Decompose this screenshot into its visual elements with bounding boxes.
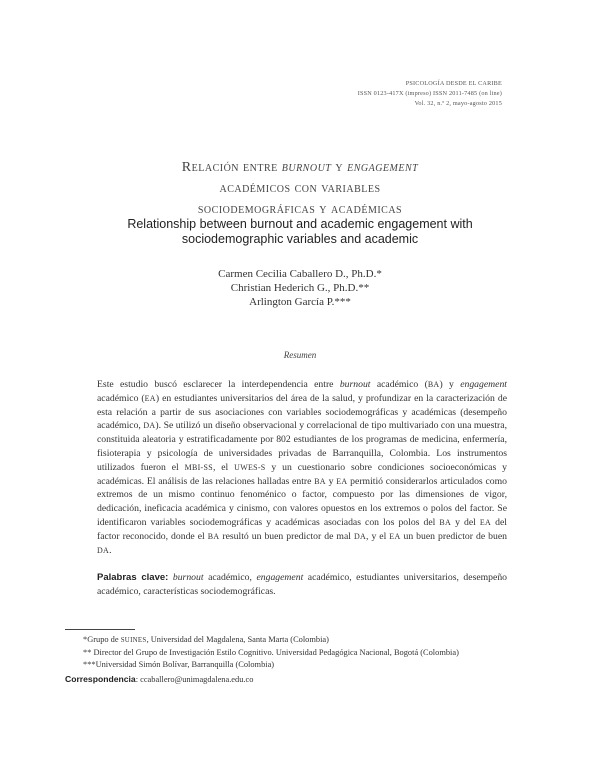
correspondence-email: : ccaballero@unimagdalena.edu.co [135,674,254,684]
keywords: Palabras clave: burnout académico, engagement académico, estudiantes universitarios, desempeño académico, características sociodemográficas. [97,572,508,597]
title-es-line3: sociodemográficas y académicas [197,202,403,217]
title-spanish [100,157,500,220]
keywords-label: Palabras clave: [97,572,169,583]
footnote-1: *Grupo de SUINES, Universidad del Magdalena, Santa Marta (Colombia) [83,635,329,644]
title-es-part1: Relación entre [181,160,278,175]
journal-issn: ISSN 0123-417X (impreso) ISSN 2011-7485 (on line) [357,90,502,97]
journal-name: PSICOLOGÍA DESDE EL CARIBE [405,80,502,87]
author-2: Christian Hederich G., Ph.D.** [230,282,370,294]
footnote-2: ** Director del Grupo de Investigación Estilo Cognitivo. Universidad Pedagógica Nacional, Bogotá (Colombia) [83,648,459,658]
journal-header [358,79,502,109]
abstract-heading: Resumen [283,350,317,360]
correspondence [65,673,525,686]
title-es-engagement: engagement [347,160,419,175]
author-3: Arlington García P.*** [249,296,351,308]
correspondence-label: Correspondencia [65,673,136,684]
author-1: Carmen Cecilia Caballero D., Ph.D.* [218,268,382,280]
title-es-burnout: burnout [281,160,332,175]
author-list [150,267,450,309]
abstract-body: Este estudio buscó esclarecer la interdependencia entre burnout académico (BA) y engagement académico (EA) en estudiantes universitarios del área de la salud, y profundizar en la caracterización de esta relación a partir de sus asociaciones con variables sociodemográficas y académicas (desempeño académico, DA). Se utilizó un diseño observacional y correlacional de tipo multivariado con una muestra, constituida aleatoria y estratificadamente por 802 estudiantes de los programas de medicina, enfermería, fisioterapia y psicología de universidades privadas de Barranquilla, Colombia. Los instrumentos utilizados fueron el MBI-SS, el UWES-S y un cuestionario sobre condiciones socioeconómicas y académicas. El análisis de las relaciones halladas entre BA y EA permitió considerarlos articulados como extremos de un mismo continuo fenoménico o factor, compuesto por las dimensiones de vigor, dedicación, ineficacia académica y cinismo, con valores opuestos en los extremos o polos del factor. Se identificaron variables sociodemográficas y académicas asociadas con los polos del BA y del EA del factor reconocido, donde el BA resultó un buen predictor de mal DA, y el EA un buen predictor de buen DA. [97,379,507,556]
footnote-rule [65,629,135,630]
footnote-3: ***Universidad Simón Bolívar, Barranquilla (Colombia) [83,660,275,670]
title-english: Relationship between burnout and academic engagement with sociodemographic variables and academic [127,217,473,246]
title-es-line2: académicos con variables [219,181,381,196]
footnotes [65,634,525,686]
title-es-part2: y [335,160,344,175]
journal-volume: Vol. 32, n.º 2, mayo-agosto 2015 [414,100,502,107]
